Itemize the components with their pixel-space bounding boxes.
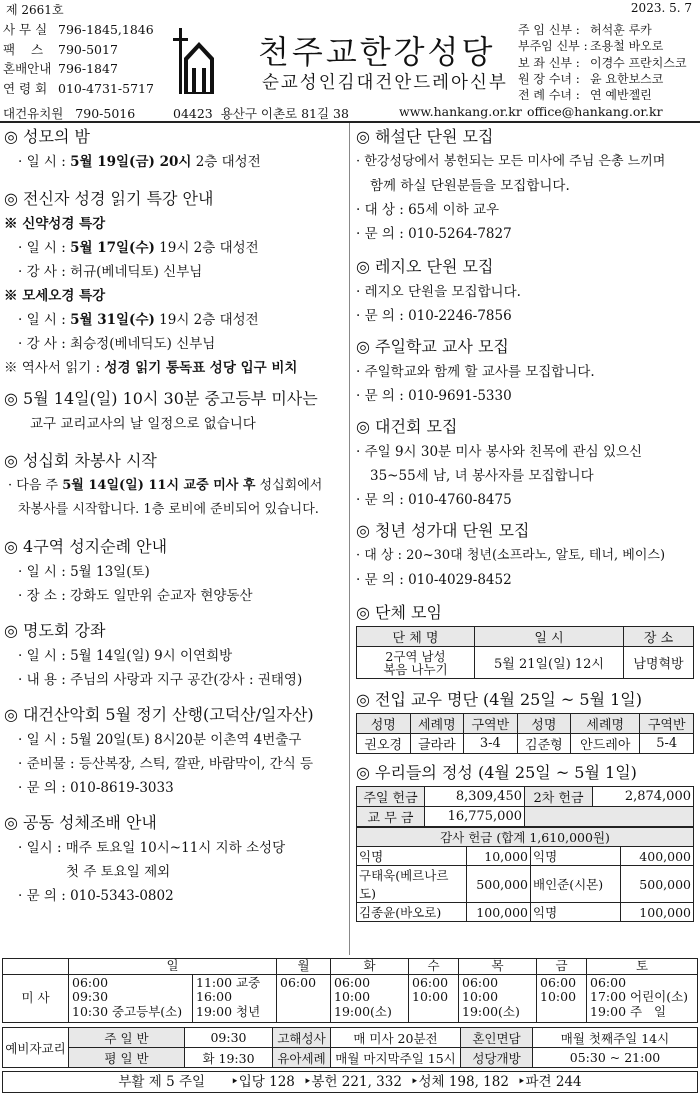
section-title: ◎ 전입 교우 명단 (4월 25일 ~ 5월 1일) xyxy=(356,690,642,709)
header-divider xyxy=(0,121,700,123)
issue-number: 제 2661호 xyxy=(6,3,64,17)
column-divider xyxy=(349,123,350,955)
church-subtitle: 순교성인김대건안드레아신부 xyxy=(262,73,508,93)
section-title: ◎ 단체 모임 xyxy=(356,603,442,622)
section-title: ◎ 5월 14일(일) 10시 30분 중고등부 미사는 xyxy=(4,389,318,408)
clergy-row: 전 례 수녀 : 연 예반젤린 xyxy=(518,88,652,103)
section-title: ◎ 해설단 단원 모집 xyxy=(356,127,494,146)
clergy-row: 부주임 신부 : 조용철 바오로 xyxy=(518,39,664,54)
church-title: 천주교한강성당 xyxy=(258,33,496,71)
postal-address: 04423 용산구 이촌로 81길 38 xyxy=(173,106,349,121)
clergy-row: 원 장 수녀 : 윤 요한보스코 xyxy=(518,71,664,86)
website-link[interactable]: www.hankang.or.kr xyxy=(399,104,522,119)
section-title: ◎ 4구역 성지순례 안내 xyxy=(4,537,168,556)
notice-adoration: ◎ 공동 성체조배 안내 · 일시 : 매주 토요일 10시~11시 지하 소성당 첫 주 토요일 제외 · 문 의 : 010-5343-0802 xyxy=(4,810,346,908)
notice-youth-mass: ◎ 5월 14일(일) 10시 30분 중고등부 미사는 교구 교리교사의 날 일정으로 없습니다 xyxy=(4,386,346,436)
right-column xyxy=(356,124,696,922)
left-column xyxy=(4,124,346,908)
thanks-offering-table: 감사 헌금 (합계 1,610,000원) 익명 10,000 익명 400,000 구태욱(베르나르도) 500,000 배인준(시몬) 500,000 김종윤(바오로) 100,000 익명 100,000 xyxy=(356,827,694,922)
issue-date: 2023. 5. 7 xyxy=(630,1,692,15)
contact-row: 혼배안내 796-1847 xyxy=(3,61,118,76)
section-title: ◎ 주일학교 교사 모집 xyxy=(356,337,509,356)
notice-marian-evening: ◎ 성모의 밤 · 일 시 : 5월 19일(금) 20시 2층 대성전 xyxy=(4,124,346,174)
section-title: ◎ 대건회 모집 xyxy=(356,417,458,436)
section-title: ◎ 우리들의 정성 (4월 25일 ~ 5월 1일) xyxy=(356,763,637,782)
contact-row: 팩 스 790-5017 xyxy=(3,41,118,57)
new-members-table: 성명 세례명 구역반 성명 세례명 구역반 권오경 글라라 3-4 김준형 안드레아 5-4 xyxy=(356,713,694,754)
contact-row: 사 무 실 796-1845,1846 xyxy=(3,22,154,37)
church-logo-icon xyxy=(172,24,218,96)
group-meeting-table: 단 체 명 일 시 장 소 2구역 남성 복음 나누기 5월 21일(일) 12시 남명혁방 xyxy=(356,626,694,679)
mass-schedule-table: 일 월 화 수 목 금 토 미 사 06:00 09:30 10:30 중고등부(소) 11:00 교중 16:00 19:00 청년 06:00 06:00 10:00 19:00(소) 06:00 10:00 06:00 10:00 19:00(소) 06:00 10:00 06:00 17:00 어린이(소) 19:00 주 일 xyxy=(2,958,698,1023)
section-title: ◎ 공동 성체조배 안내 xyxy=(4,813,157,832)
notice-group-meeting xyxy=(356,600,696,679)
contact-list xyxy=(3,20,173,98)
notice-pilgrimage: ◎ 4구역 성지순례 안내 · 일 시 : 5월 13일(토) · 장 소 : 강화도 일만위 순교자 현양동산 xyxy=(4,534,346,608)
section-title: ◎ 성십회 차봉사 시작 xyxy=(4,451,157,470)
address-line xyxy=(3,104,697,122)
notice-teacher: ◎ 주일학교 교사 모집 · 주일학교와 함께 할 교사를 모집합니다. · 문 의 : 010-9691-5330 xyxy=(356,334,696,408)
section-title: ◎ 청년 성가대 단원 모집 xyxy=(356,521,530,540)
notice-new-members xyxy=(356,687,696,754)
notice-hiking: ◎ 대건산악회 5월 정기 산행(고덕산/일자산) · 일 시 : 5월 20일(토) 8시20분 이촌역 4번출구 · 준비물 : 등산복장, 스틱, 깔판, 바람막이, 간식 등 · 문 의 : 010-8619-3033 xyxy=(4,702,346,800)
offering-table: 주일 헌금 8,309,450 2차 헌금 2,874,000 교 무 금 16,775,000 xyxy=(356,786,694,827)
clergy-row: 보 좌 신부 : 이경수 프란치스코 xyxy=(518,55,687,70)
notice-offerings xyxy=(356,760,696,922)
kindergarten-phone: 대건유치원 790-5016 xyxy=(3,106,136,121)
clergy-list xyxy=(518,22,687,103)
section-title: ◎ 레지오 단원 모집 xyxy=(356,257,494,276)
section-title: ◎ 성모의 밤 xyxy=(4,127,90,146)
liturgy-footer: 부활 제 5 주일 ‣입당 128 ‣봉헌 221, 332 ‣성체 198, 182 ‣파견 244 xyxy=(2,1071,698,1093)
notice-commentator: ◎ 해설단 단원 모집 · 한강성당에서 봉헌되는 모든 미사에 주님 은총 느끼며 함께 하실 단원분들을 모집합니다. · 대 상 : 65세 이하 교우 · 문 의 : 010-5264-7827 xyxy=(356,124,696,246)
contact-row: 연 령 회 010-4731-5717 xyxy=(3,80,154,96)
notice-legio: ◎ 레지오 단원 모집 · 레지오 단원을 모집합니다. · 문 의 : 010-2246-7856 xyxy=(356,254,696,328)
notice-tea-service: ◎ 성십회 차봉사 시작 · 다음 주 5월 14일(일) 11시 교중 미사 후 성십회에서 차봉사를 시작합니다. 1층 로비에 준비되어 있습니다. xyxy=(4,448,346,522)
section-title: ◎ 대건산악회 5월 정기 산행(고덕산/일자산) xyxy=(4,705,314,724)
email-link[interactable]: office@hankang.or.kr xyxy=(527,104,663,119)
issue-header xyxy=(4,1,696,17)
section-title: ◎ 전신자 성경 읽기 특강 안내 xyxy=(4,189,214,208)
section-title: ◎ 명도회 강좌 xyxy=(4,621,106,640)
notice-daegun: ◎ 대건회 모집 · 주일 9시 30분 미사 봉사와 친목에 관심 있으신 35~55세 남, 녀 봉사자를 모집합니다 · 문 의 : 010-4760-8475 xyxy=(356,414,696,512)
notice-choir: ◎ 청년 성가대 단원 모집 · 대 상 : 20~30대 청년(소프라노, 알토, 테너, 베이스) · 문 의 : 010-4029-8452 xyxy=(356,518,696,592)
sacraments-table: 예비자교리 주 일 반 09:30 고해성사 매 미사 20분전 혼인면담 매월 첫째주일 14시 평 일 반 화 19:30 유아세례 매월 마지막주일 15시 성당개방 05:30 ~ 21:00 xyxy=(2,1027,698,1068)
notice-bible-lecture: ◎ 전신자 성경 읽기 특강 안내 ※ 신약성경 특강 · 일 시 : 5월 17일(수) 19시 2층 대성전 · 강 사 : 허규(베네딕토) 신부님 ※ 모세오경 특강 · 일 시 : 5월 31일(수) 19시 2층 대성전 · 강 사 : 최승정(베네딕도) 신부님 ※ 역사서 읽기 : 성경 읽기 통독표 성당 입구 비치 xyxy=(4,186,346,380)
notice-lecture: ◎ 명도회 강좌 · 일 시 : 5월 14일(일) 9시 이연희방 · 내 용 : 주님의 사랑과 지구 공간(강사 : 권태영) xyxy=(4,618,346,692)
clergy-row: 주 임 신부 : 허석훈 루카 xyxy=(518,23,652,37)
